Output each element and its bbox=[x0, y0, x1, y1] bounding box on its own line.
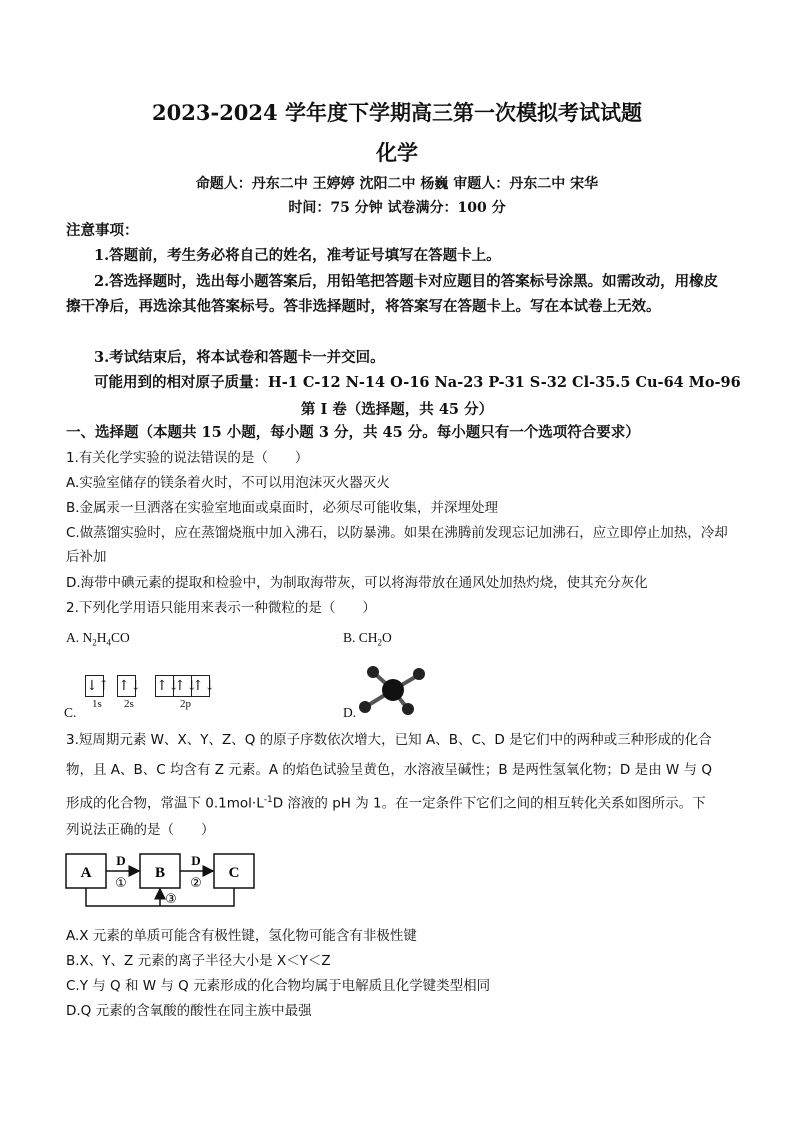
molecule-model-image bbox=[355, 662, 435, 722]
orbital-box-2p bbox=[155, 675, 216, 697]
orbital-box-2s bbox=[117, 675, 142, 697]
orbital-2p-arrows-1: ↑↓ bbox=[156, 678, 180, 694]
q3-stem-line-4: 列说法正确的是（ ） bbox=[66, 822, 215, 838]
q2-option-a bbox=[66, 630, 130, 648]
time-score-line: 时间：75 分钟 试卷满分：100 分 bbox=[288, 200, 506, 216]
atom-ball bbox=[367, 666, 379, 678]
part1-title: 第 I 卷（选择题，共 45 分） bbox=[300, 401, 494, 418]
orbital-2s-arrows: ↑↓ bbox=[118, 678, 142, 694]
q3-stem-line-1: 3.短周期元素 W、X、Y、Z、Q 的原子序数依次增大，已知 A、B、C、D 是它们中的两种或三种形成的化合 bbox=[66, 732, 712, 748]
central-atom bbox=[382, 679, 404, 701]
q3-option-a: A.X 元素的单质可能含有极性键，氢化物可能含有非极性键 bbox=[66, 928, 417, 944]
q3-line3-part-b: D 溶液的 pH 为 1。在一定条件下它们之间的相互转化关系如图所示。下 bbox=[272, 795, 706, 812]
q3-line3-part-a: 形成的化合物，常温下 0.1mol·L bbox=[66, 795, 264, 812]
q2-stem: 2.下列化学用语只能用来表示一种微粒的是（ ） bbox=[66, 600, 376, 616]
atom-ball bbox=[359, 701, 371, 713]
section-heading: 一、选择题（本题共 15 小题，每小题 3 分，共 45 分。每小题只有一个选项符合要求） bbox=[66, 424, 640, 441]
arrow-1-label: D bbox=[116, 853, 126, 868]
q3-option-c: C.Y 与 Q 和 W 与 Q 元素形成的化合物均属于电解质且化学键类型相同 bbox=[66, 978, 491, 994]
orbital-box-1s bbox=[85, 675, 110, 697]
q1-option-a: A.实验室储存的镁条着火时，不可以用泡沫灭火器灭火 bbox=[66, 475, 390, 491]
subject-title: 化学 bbox=[376, 140, 418, 165]
notice-heading: 注意事项： bbox=[66, 222, 139, 239]
q2-b-sub: 2 bbox=[377, 637, 383, 648]
box-a-label: A bbox=[80, 865, 92, 881]
atomic-masses: 可能用到的相对原子质量：H-1 C-12 N-14 O-16 Na-23 P-31 S-32 Cl-35.5 Cu-64 Mo-96 bbox=[94, 374, 741, 391]
orbital-1s-arrows: ↓↑ bbox=[86, 678, 110, 694]
atom-ball bbox=[413, 668, 425, 680]
q3-option-d: D.Q 元素的含氧酸的酸性在同主族中最强 bbox=[66, 1003, 312, 1019]
q1-stem: 1.有关化学实验的说法错误的是（ ） bbox=[66, 450, 309, 466]
orbital-label-1s: 1s bbox=[92, 698, 102, 710]
q1-option-d: D.海带中碘元素的提取和检验中，为制取海带灰，可以将海带放在通风处加热灼烧，使其充分灰化 bbox=[66, 575, 648, 591]
q2-option-c: C. bbox=[64, 705, 77, 720]
q2-a-prefix: A. bbox=[66, 630, 83, 645]
exam-title: 2023-2024 学年度下学期高三第一次模拟考试试题 bbox=[152, 100, 642, 125]
orbital-2p-arrows-2: ↑↓ bbox=[174, 678, 198, 694]
q3-option-b: B.X、Y、Z 元素的离子半径大小是 X＜Y＜Z bbox=[66, 953, 331, 969]
arrow-2-label: D bbox=[191, 853, 201, 868]
arrow-3-number: ③ bbox=[165, 892, 177, 907]
atom-ball bbox=[402, 703, 414, 715]
notice-item-3: 3.考试结束后，将本试卷和答题卡一并交回。 bbox=[94, 349, 385, 366]
conversion-diagram bbox=[60, 848, 260, 914]
arrow-2-number: ② bbox=[190, 876, 202, 891]
q2-a-h: H bbox=[96, 630, 107, 645]
q3-line3-sup: -1 bbox=[263, 795, 273, 805]
q1-option-c: C.做蒸馏实验时，应在蒸馏烧瓶中加入沸石，以防暴沸。如果在沸腾前发现忘记加沸石，应立即停止加热，冷却后补加 bbox=[66, 525, 728, 565]
orbital-label-2p: 2p bbox=[180, 698, 191, 710]
notice-item-1: 1.答题前，考生务必将自己的姓名，准考证号填写在答题卡上。 bbox=[94, 247, 501, 264]
box-c-label: C bbox=[228, 865, 240, 881]
q2-a-n: N bbox=[82, 630, 93, 645]
box-b-label: B bbox=[154, 865, 166, 881]
arrow-1-number: ① bbox=[115, 876, 127, 891]
q2-b-tail: O bbox=[382, 630, 392, 645]
q3-stem-line-2: 物，且 A、B、C 均含有 Z 元素。A 的焰色试验呈黄色，水溶液呈碱性；B 是两性氢氧化物；D 是由 W 与 Q bbox=[66, 762, 712, 778]
orbital-label-2s: 2s bbox=[124, 698, 134, 710]
orbital-2p-arrows-3: ↑↓ bbox=[192, 678, 216, 694]
q2-a-co: CO bbox=[111, 630, 130, 645]
q1-option-b: B.金属汞一旦洒落在实验室地面或桌面时，必须尽可能收集，并深埋处理 bbox=[66, 500, 499, 516]
notice-item-2: 2.答选择题时，选出每小题答案后，用铅笔把答题卡对应题目的答案标号涂黑。如需改动，用橡皮擦干净后，再选涂其他答案标号。答非选择题时，将答案写在答题卡上。写在本试卷上无效。 bbox=[66, 273, 719, 315]
authors-line: 命题人：丹东二中 王婷婷 沈阳二中 杨巍 审题人：丹东二中 宋华 bbox=[195, 176, 599, 192]
q2-a-sub1: 2 bbox=[92, 637, 97, 648]
q2-a-sub2: 4 bbox=[106, 637, 111, 648]
q2-option-d: D. bbox=[343, 705, 357, 720]
q3-stem-line-3 bbox=[66, 788, 728, 816]
q2-option-b bbox=[343, 630, 392, 648]
q2-b-prefix: B. CH bbox=[343, 630, 378, 645]
